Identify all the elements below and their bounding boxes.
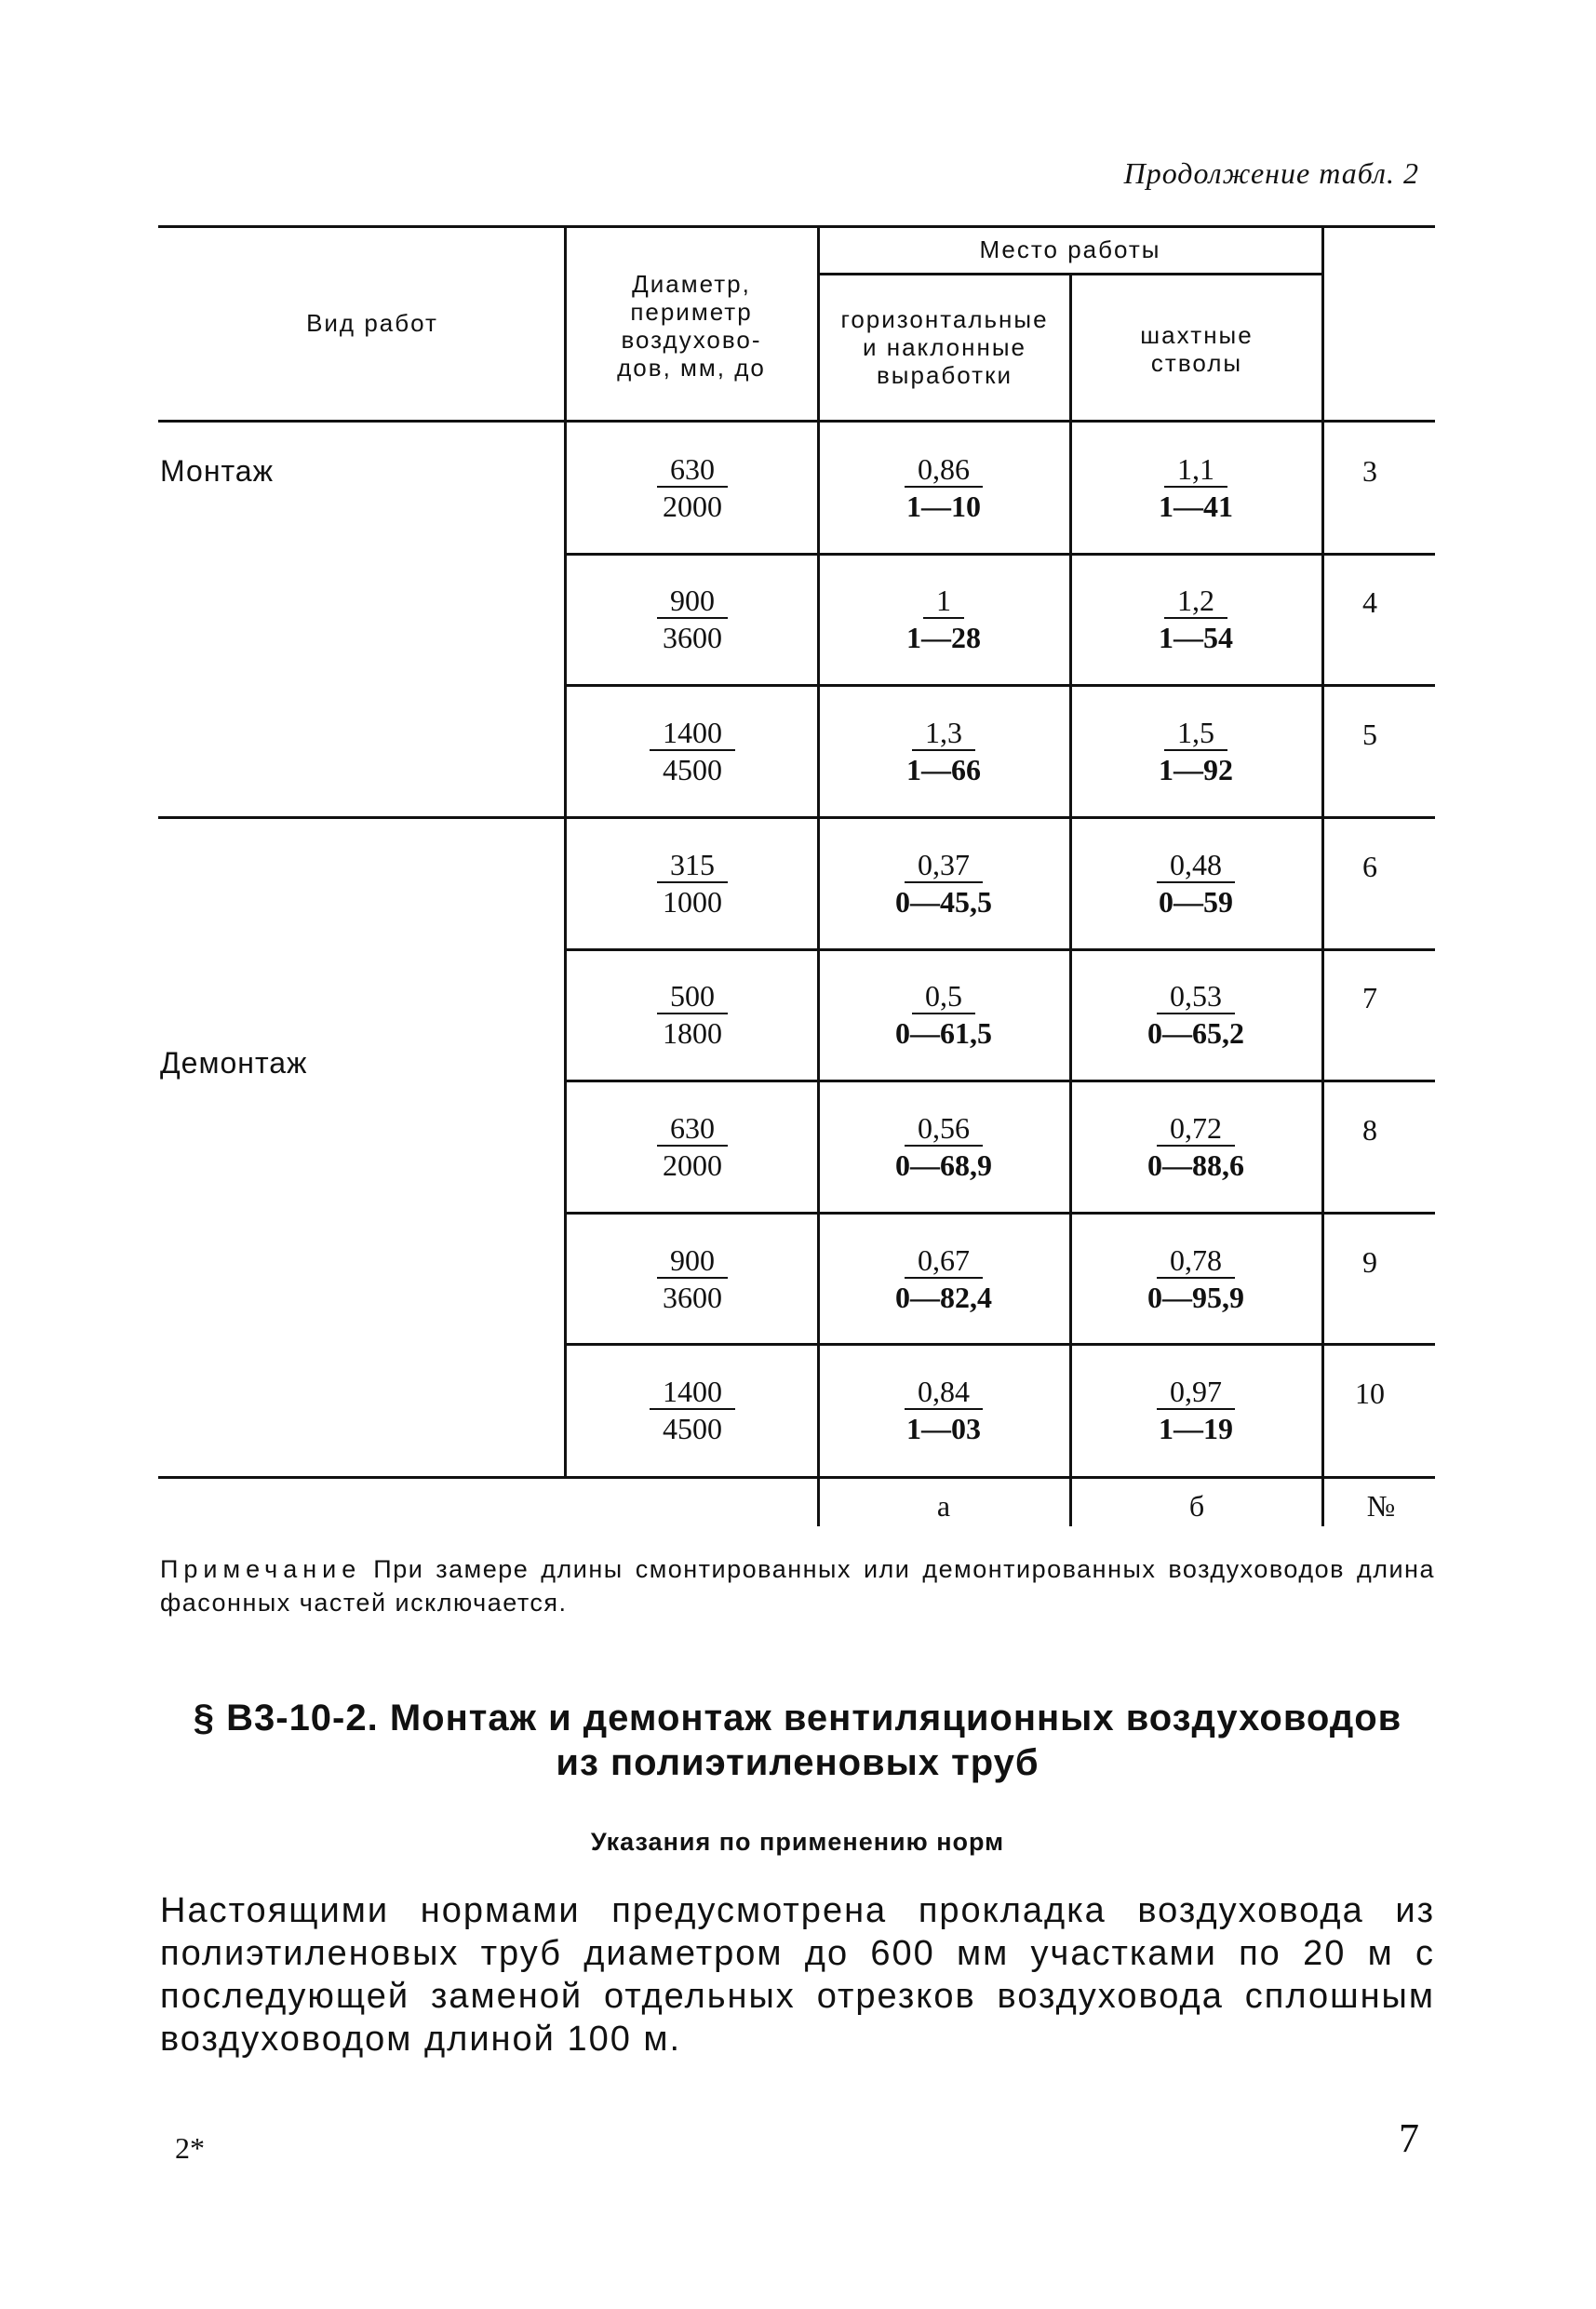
col-rule-horizontal xyxy=(817,225,820,1526)
diameter-cell: $\frac{900}{3600}$ xyxy=(599,1243,785,1316)
diameter-cell: $\frac{1400}{4500}$ xyxy=(599,1375,785,1447)
shaft-cell: $\frac{0,53}{0—65,2}$ xyxy=(1147,979,1244,1050)
horizontal-cell: $\frac{1}{1—28}$ xyxy=(906,584,981,654)
table-top-rule xyxy=(158,225,1435,228)
header-work-type: Вид работ xyxy=(306,309,438,337)
diameter-cell: $\frac{500}{1800}$ xyxy=(599,979,785,1052)
group-rule xyxy=(158,816,1435,819)
header-bottom-rule xyxy=(158,420,1435,423)
col-rule-shaft xyxy=(1069,273,1072,1526)
row-number: 3 xyxy=(1362,454,1377,488)
row-number: 10 xyxy=(1355,1376,1385,1410)
subheading: Указания по применению норм xyxy=(590,1828,1005,1856)
group-montage: Монтаж xyxy=(160,454,274,488)
row-rule xyxy=(566,948,1435,951)
shaft-cell: $\frac{0,48}{0—59}$ xyxy=(1159,848,1233,919)
column-mark-number: № xyxy=(1366,1489,1396,1523)
shaft-cell: $\frac{0,97}{1—19}$ xyxy=(1159,1375,1233,1445)
diameter-cell: $\frac{315}{1000}$ xyxy=(599,848,785,920)
row-rule xyxy=(566,1080,1435,1082)
column-mark-b: б xyxy=(1188,1489,1205,1523)
sheet-mark: 2* xyxy=(175,2131,205,2165)
column-mark-a: а xyxy=(936,1489,951,1523)
row-number: 5 xyxy=(1362,718,1377,751)
row-number: 4 xyxy=(1362,585,1377,619)
row-rule xyxy=(566,684,1435,687)
row-rule xyxy=(566,1343,1435,1346)
horizontal-cell: $\frac{1,3}{1—66}$ xyxy=(906,716,981,786)
row-number: 9 xyxy=(1362,1245,1377,1279)
page-number: 7 xyxy=(1399,2115,1419,2161)
horizontal-cell: $\frac{0,84}{1—03}$ xyxy=(906,1375,981,1445)
row-number: 6 xyxy=(1362,850,1377,883)
shaft-cell: $\frac{0,78}{0—95,9}$ xyxy=(1147,1243,1244,1314)
horizontal-cell: $\frac{0,86}{1—10}$ xyxy=(906,452,981,523)
diameter-cell: $\frac{900}{3600}$ xyxy=(599,584,785,656)
row-number: 7 xyxy=(1362,981,1377,1014)
group-demontage: Демонтаж xyxy=(160,1046,308,1080)
diameter-cell: $\frac{630}{2000}$ xyxy=(599,452,785,525)
horizontal-cell: $\frac{0,37}{0—45,5}$ xyxy=(895,848,992,919)
header-shaft: шахтные стволы xyxy=(1140,321,1254,377)
col-rule-diameter xyxy=(564,225,567,1478)
table-note xyxy=(160,1552,1435,1619)
col-rule-number xyxy=(1321,225,1324,1526)
section-title: § В3-10-2. Монтаж и демонтаж вентиляционных воздуховодов из полиэтиленовых труб xyxy=(193,1698,1402,1783)
shaft-cell: $\frac{1,2}{1—54}$ xyxy=(1159,584,1233,654)
diameter-cell: $\frac{630}{2000}$ xyxy=(599,1111,785,1184)
table-bottom-rule xyxy=(158,1476,1435,1479)
diameter-cell: $\frac{1400}{4500}$ xyxy=(599,716,785,788)
row-rule xyxy=(566,1212,1435,1215)
header-horizontal: горизонтальные и наклонные выработки xyxy=(840,305,1049,389)
row-rule xyxy=(566,553,1435,556)
shaft-cell: $\frac{0,72}{0—88,6}$ xyxy=(1147,1111,1244,1182)
horizontal-cell: $\frac{0,67}{0—82,4}$ xyxy=(895,1243,992,1314)
shaft-cell: $\frac{1,5}{1—92}$ xyxy=(1159,716,1233,786)
horizontal-cell: $\frac{0,56}{0—68,9}$ xyxy=(895,1111,992,1182)
note-text: При замере длины смонтированных или демонтированных воздуховодов длина фасонных частей исключается. xyxy=(160,1555,1435,1617)
shaft-cell: $\frac{1,1}{1—41}$ xyxy=(1159,452,1233,523)
horizontal-cell: $\frac{0,5}{0—61,5}$ xyxy=(895,979,992,1050)
header-diameter: Диаметр, периметр воздухово- дов, мм, до xyxy=(617,270,766,382)
continuation-label: Продолжение табл. 2 xyxy=(1123,156,1419,190)
header-work-place: Место работы xyxy=(979,235,1161,263)
body-paragraph: Настоящими нормами предусмотрена прокладка воздуховода из полиэтиленовых труб диаметром до 600 мм участками по 20 м с последующей заменой отдельных отрезков воздуховода сплошным воздуховодом длиной 100 м. xyxy=(160,1891,1435,2059)
note-lead: Примечание xyxy=(160,1555,362,1583)
row-number: 8 xyxy=(1362,1113,1377,1147)
